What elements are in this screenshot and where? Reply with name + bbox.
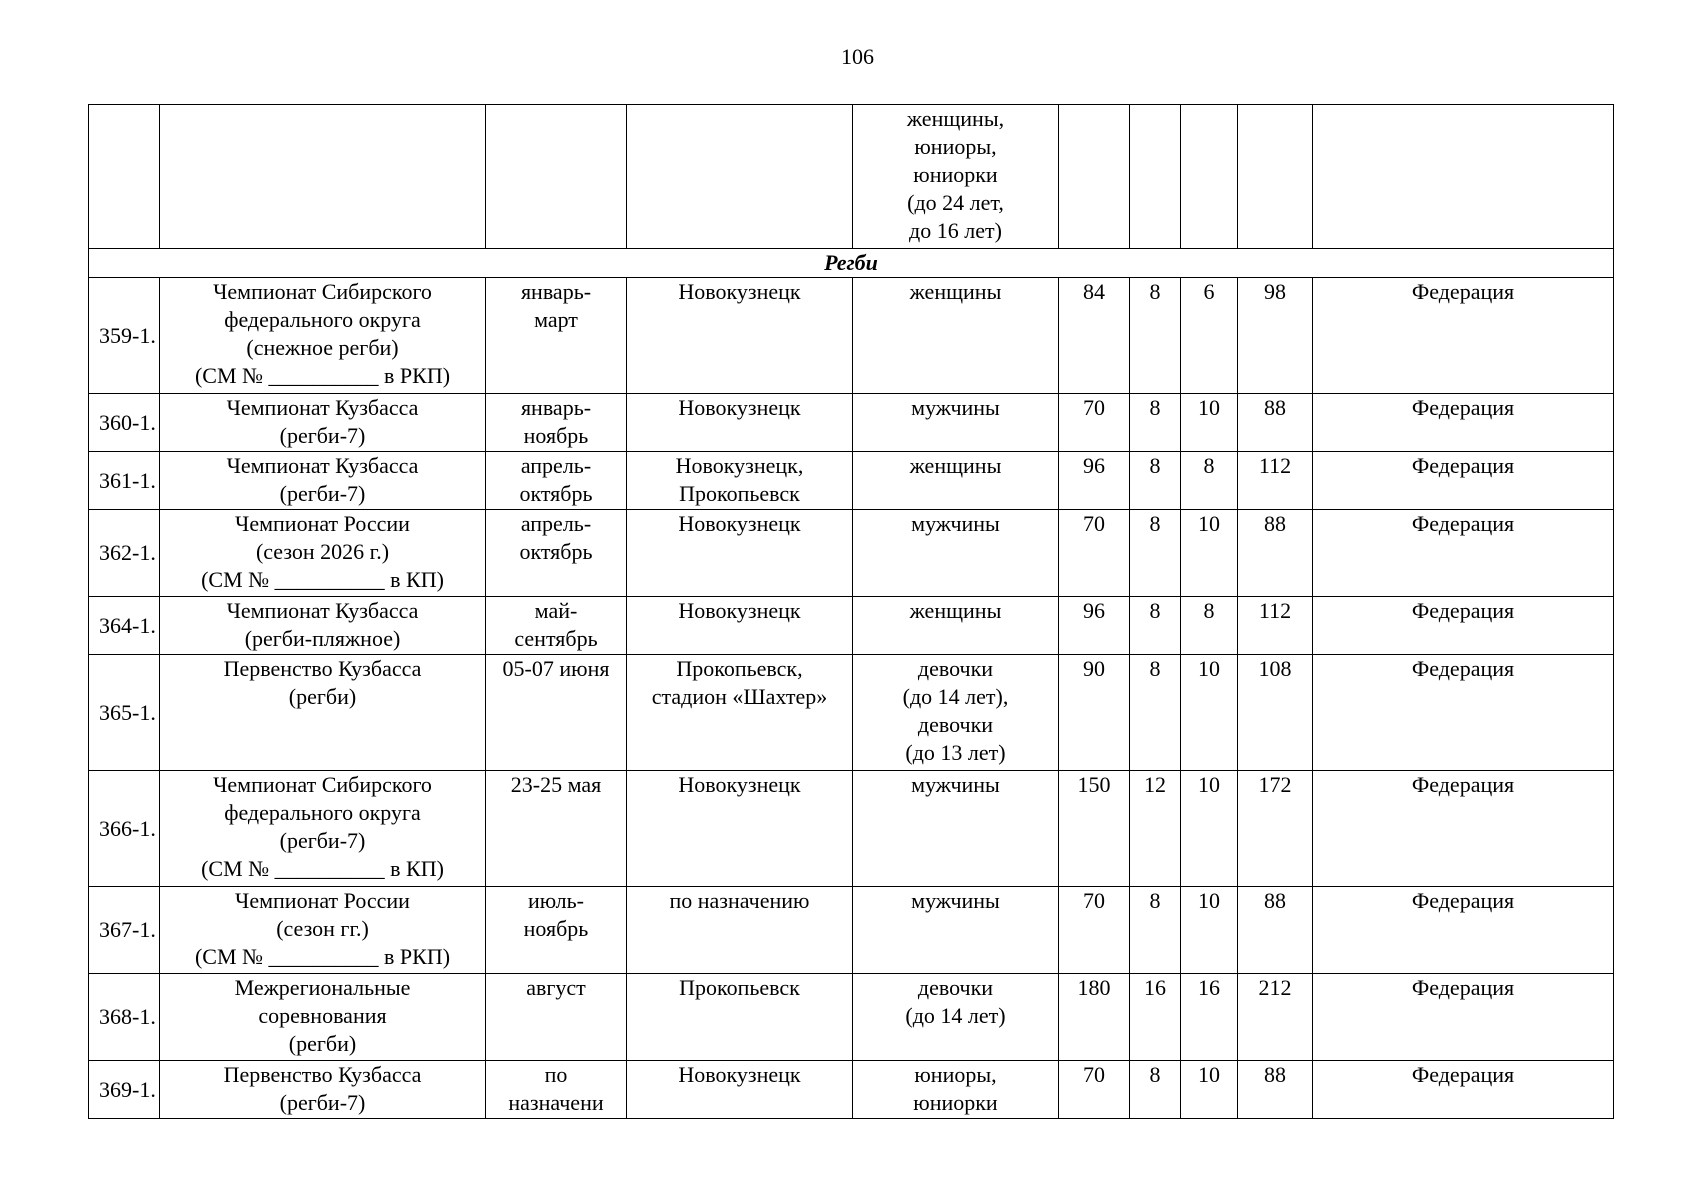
organizer: Федерация [1313, 510, 1614, 597]
table-row [89, 1061, 1614, 1119]
event-name: Чемпионат России (сезон 2026 г.) (СМ № __________ в КП) [160, 510, 486, 597]
organizer: Федерация [1313, 452, 1614, 510]
count-judges: 10 [1181, 655, 1238, 771]
count-total: 108 [1238, 655, 1313, 771]
count-athletes: 96 [1059, 597, 1130, 655]
event-name: Первенство Кузбасса (регби-7) [160, 1061, 486, 1119]
event-name: Чемпионат Кузбасса (регби-7) [160, 452, 486, 510]
organizer: Федерация [1313, 887, 1614, 974]
event-place: по назначению [627, 887, 853, 974]
event-dates [486, 105, 627, 249]
count-judges: 8 [1181, 452, 1238, 510]
count-athletes: 90 [1059, 655, 1130, 771]
table-row [89, 394, 1614, 452]
table-row [89, 452, 1614, 510]
participants: юниоры, юниорки [853, 1061, 1059, 1119]
event-name: Чемпионат Сибирского федерального округа (снежное регби) (СМ № __________ в РКП) [160, 278, 486, 394]
event-dates: по назначени [486, 1061, 627, 1119]
event-place [627, 105, 853, 249]
count-judges: 10 [1181, 394, 1238, 452]
participants: женщины [853, 597, 1059, 655]
count-judges: 10 [1181, 510, 1238, 597]
organizer: Федерация [1313, 278, 1614, 394]
event-place: Новокузнецк [627, 1061, 853, 1119]
participants: женщины [853, 278, 1059, 394]
count-judges [1181, 105, 1238, 249]
participants: женщины, юниоры, юниорки (до 24 лет, до 16 лет) [853, 105, 1059, 249]
row-number: 361-1. [89, 452, 160, 510]
organizer: Федерация [1313, 1061, 1614, 1119]
event-dates: апрель- октябрь [486, 510, 627, 597]
count-coaches: 8 [1130, 597, 1181, 655]
row-number [89, 105, 160, 249]
row-number: 369-1. [89, 1061, 160, 1119]
participants: мужчины [853, 887, 1059, 974]
event-place: Новокузнецк [627, 394, 853, 452]
row-number: 367-1. [89, 887, 160, 974]
count-coaches: 16 [1130, 974, 1181, 1061]
events-table [88, 104, 1614, 1119]
event-name: Первенство Кузбасса (регби) [160, 655, 486, 771]
event-name: Чемпионат России (сезон гг.) (СМ № __________ в РКП) [160, 887, 486, 974]
event-place: Новокузнецк [627, 771, 853, 887]
row-number: 364-1. [89, 597, 160, 655]
count-coaches [1130, 105, 1181, 249]
event-place: Новокузнецк, Прокопьевск [627, 452, 853, 510]
participants: девочки (до 14 лет) [853, 974, 1059, 1061]
participants: девочки (до 14 лет), девочки (до 13 лет) [853, 655, 1059, 771]
event-name: Чемпионат Кузбасса (регби-пляжное) [160, 597, 486, 655]
row-number: 366-1. [89, 771, 160, 887]
row-number: 368-1. [89, 974, 160, 1061]
count-total: 88 [1238, 887, 1313, 974]
event-place: Новокузнецк [627, 510, 853, 597]
table-row [89, 974, 1614, 1061]
organizer: Федерация [1313, 394, 1614, 452]
count-judges: 10 [1181, 771, 1238, 887]
table-row [89, 597, 1614, 655]
count-athletes: 70 [1059, 1061, 1130, 1119]
count-total: 88 [1238, 1061, 1313, 1119]
count-athletes: 84 [1059, 278, 1130, 394]
section-title: Регби [89, 249, 1614, 278]
count-coaches: 8 [1130, 394, 1181, 452]
event-dates: январь- март [486, 278, 627, 394]
count-athletes: 70 [1059, 394, 1130, 452]
count-total [1238, 105, 1313, 249]
event-name: Межрегиональные соревнования (регби) [160, 974, 486, 1061]
count-total: 88 [1238, 510, 1313, 597]
table-row [89, 771, 1614, 887]
event-dates: апрель- октябрь [486, 452, 627, 510]
events-table-body [89, 105, 1614, 1119]
count-total: 112 [1238, 597, 1313, 655]
count-total: 172 [1238, 771, 1313, 887]
event-dates: май- сентябрь [486, 597, 627, 655]
event-name [160, 105, 486, 249]
count-coaches: 8 [1130, 278, 1181, 394]
table-row [89, 510, 1614, 597]
count-athletes [1059, 105, 1130, 249]
event-place: Прокопьевск, стадион «Шахтер» [627, 655, 853, 771]
count-total: 98 [1238, 278, 1313, 394]
count-athletes: 180 [1059, 974, 1130, 1061]
count-judges: 10 [1181, 887, 1238, 974]
event-dates: 05-07 июня [486, 655, 627, 771]
participants: мужчины [853, 510, 1059, 597]
event-place: Новокузнецк [627, 597, 853, 655]
organizer: Федерация [1313, 597, 1614, 655]
organizer: Федерация [1313, 655, 1614, 771]
count-total: 88 [1238, 394, 1313, 452]
organizer: Федерация [1313, 771, 1614, 887]
event-dates: январь- ноябрь [486, 394, 627, 452]
event-place: Прокопьевск [627, 974, 853, 1061]
count-coaches: 8 [1130, 452, 1181, 510]
event-name: Чемпионат Кузбасса (регби-7) [160, 394, 486, 452]
count-coaches: 8 [1130, 655, 1181, 771]
row-number: 362-1. [89, 510, 160, 597]
participants: мужчины [853, 771, 1059, 887]
count-total: 212 [1238, 974, 1313, 1061]
section-row [89, 249, 1614, 278]
event-dates: июль- ноябрь [486, 887, 627, 974]
event-place: Новокузнецк [627, 278, 853, 394]
count-athletes: 96 [1059, 452, 1130, 510]
count-judges: 8 [1181, 597, 1238, 655]
organizer: Федерация [1313, 974, 1614, 1061]
count-athletes: 70 [1059, 510, 1130, 597]
table-row [89, 887, 1614, 974]
event-dates: август [486, 974, 627, 1061]
table-row-continuation [89, 105, 1614, 249]
participants: мужчины [853, 394, 1059, 452]
table-row [89, 655, 1614, 771]
participants: женщины [853, 452, 1059, 510]
count-coaches: 8 [1130, 1061, 1181, 1119]
count-coaches: 8 [1130, 887, 1181, 974]
count-athletes: 70 [1059, 887, 1130, 974]
row-number: 365-1. [89, 655, 160, 771]
count-coaches: 12 [1130, 771, 1181, 887]
count-athletes: 150 [1059, 771, 1130, 887]
event-dates: 23-25 мая [486, 771, 627, 887]
page-number: 106 [841, 44, 874, 69]
count-total: 112 [1238, 452, 1313, 510]
count-judges: 6 [1181, 278, 1238, 394]
row-number: 360-1. [89, 394, 160, 452]
row-number: 359-1. [89, 278, 160, 394]
organizer [1313, 105, 1614, 249]
table-row [89, 278, 1614, 394]
event-name: Чемпионат Сибирского федерального округа (регби-7) (СМ № __________ в КП) [160, 771, 486, 887]
count-judges: 16 [1181, 974, 1238, 1061]
count-judges: 10 [1181, 1061, 1238, 1119]
count-coaches: 8 [1130, 510, 1181, 597]
